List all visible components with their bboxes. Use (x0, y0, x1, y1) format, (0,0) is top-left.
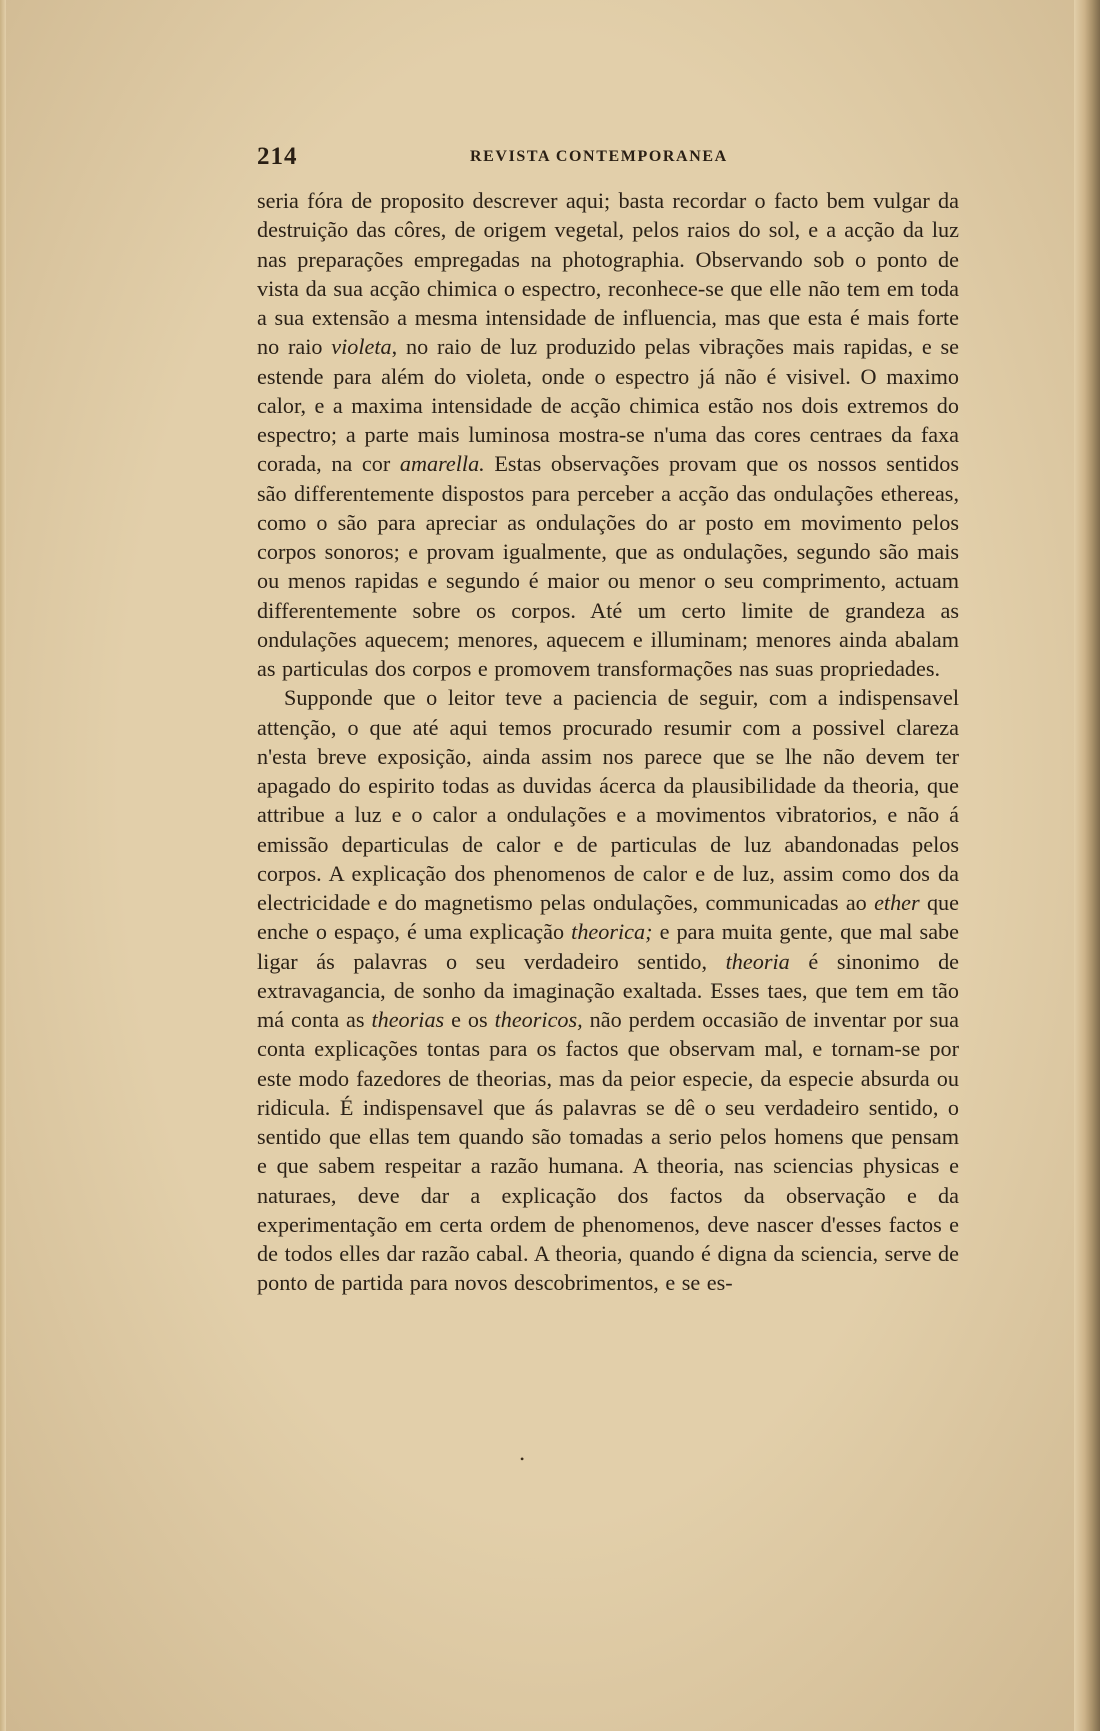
italic-text: theoria (725, 948, 790, 974)
page-left-edge (0, 0, 6, 1731)
page-header (257, 143, 963, 170)
printer-mark: • (520, 1452, 525, 1466)
text-run: não perdem occasião de inventar por sua conta explicações tontas para os factos que observam mal, e tornam-se por este modo fazedores de theorias, mas da peior especie, da especie absurda ou ridicula. É indispensavel que ás palavras se dê o seu verdadeiro sentido, o sentido que ellas tem quando são tomadas a serio pelos homens que pensam e que sabem respeitar a razão humana. A theoria, nas sciencias physicas e naturaes, deve dar a explicação dos factos da observação e da experimentação em certa ordem de phenomenos, deve nascer d'esses factos e de todos elles dar razão cabal. A theoria, quando é digna da sciencia, serve de ponto de partida para novos descobrimentos, e se es- (257, 1007, 959, 1296)
text-run: Supponde que o leitor teve a paciencia de seguir, com a indispensavel attenção, o que até aqui temos procurado resumir com a possivel clareza n'esta breve exposição, ainda assim nos parece que se lhe não devem ter apagado do espirito todas as duvidas ácerca da plausibilidade da theoria, que attribue a luz e o calor a ondulações e a movimentos vibratorios, e não á emissão departiculas de calor e de particulas de luz abandonadas pelos corpos. A explicação dos phenomenos de calor e de luz, assim como dos da electricidade e do magnetismo pelas ondulações, communicadas ao (257, 685, 959, 915)
body-text (257, 186, 959, 1298)
italic-text: theorias (371, 1007, 445, 1032)
italic-text: ether (874, 890, 920, 915)
text-run: Estas observações provam que os nossos sentidos são differentemente dispostos para perceber a acção das ondulações ethereas, como o são para apreciar as ondulações do ar posto em movimento pelos corpos sonoros; e provam igualmente, que as ondulações, segundo são mais ou menos rapidas e segundo é maior ou menor o seu comprimento, actuam differentemente sobre os corpos. Até um certo limite de grandeza as ondulações aquecem; menores, aquecem e illuminam; menores ainda abalam as particulas dos corpos e promovem transformações nas suas propriedades. (257, 451, 959, 681)
page-gutter-shadow (1074, 0, 1100, 1731)
text-run: que enche o espaço, é uma explicação (257, 890, 959, 945)
italic-text: amarella. (399, 451, 485, 477)
italic-text: theoricos, (494, 1007, 583, 1032)
paragraph (257, 683, 959, 1297)
paragraph (257, 186, 959, 683)
text-run: é sinonimo de extravagancia, de sonho da imaginação exaltada. Esses taes, que tem em tão má conta as (257, 948, 960, 1032)
text-run: e para muita gente, que mal sabe ligar ás palavras o seu verdadeiro sentido, (257, 919, 959, 974)
text-run: seria fóra de proposito descrever aqui; basta recordar o facto bem vulgar da destruição das côres, de origem vegetal, pelos raios do sol, e a acção da luz nas preparações empregadas na photographia. Observando sob o ponto de vista da sua acção chimica o espectro, reconhece-se que elle não tem em toda a sua extensão a mesma intensidade de influencia, mas que esta é mais forte no raio (257, 188, 959, 360)
text-run: , no raio de luz produzido pelas vibrações mais rapidas, e se estende para além do violeta, onde o espectro já não é visivel. O maximo calor, e a maxima intensidade de acção chimica estão nos dois extremos do espectro; a parte mais luminosa mostra-se n'uma das cores centraes da faxa corada, na cor (257, 334, 959, 477)
italic-text: theorica; (571, 919, 653, 945)
text-run: e os (444, 1007, 495, 1032)
running-title: REVISTA CONTEMPORANEA (470, 148, 728, 165)
page-number: 214 (257, 143, 298, 170)
italic-text: violeta (331, 334, 392, 360)
